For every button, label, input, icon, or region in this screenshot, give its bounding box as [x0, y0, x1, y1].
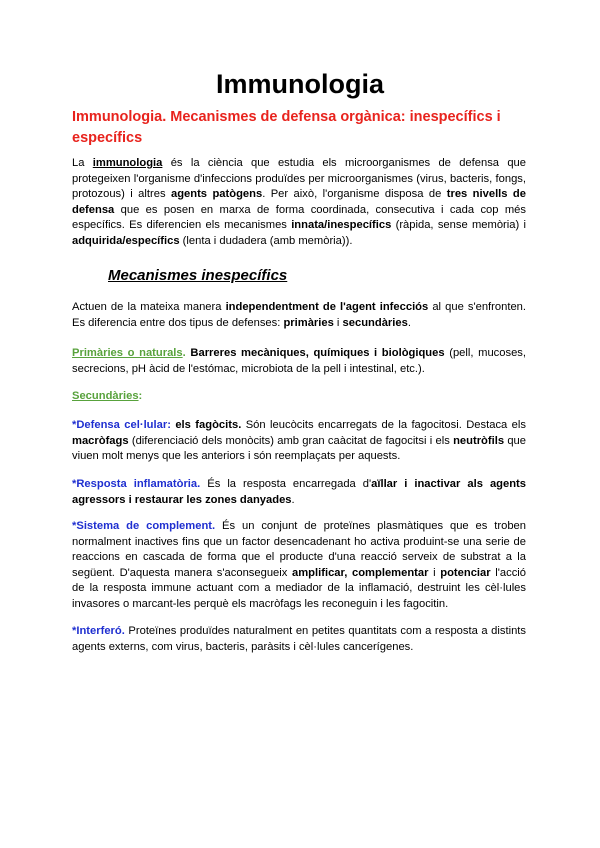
complement-text-1: És un conjunt de proteïnes plasmàtiques que es troben normalment inactives fins que un factor desencadenant ho activa produint-se una serie de reaccions en cascada de forma que el producte d'una reacció serveix de substrat a la següent. D'aquesta manera s'aconsegueix [72, 520, 526, 579]
intro-text-5: (ràpida, sense memòria) i [391, 219, 526, 232]
intro-text-2: és la ciència que estudia els microorganismes de defensa que protegeixen l'organisme d'infeccions produïdes per microorganismes (virus, bacteris, fongs, protozous) i altres [72, 157, 526, 201]
inflammatory-paragraph [72, 477, 526, 508]
intro-term-adquirida: adquirida/específics [72, 234, 180, 247]
complement-term-amplify: amplificar, complementar [292, 566, 429, 579]
primaries-text-1: (pell, mucoses, secrecions, pH àcid de l'estómac, microbiota de la pell i intestinal, etc.). [72, 347, 526, 375]
inflammatory-term-isolate: aïllar i inactivar als agents agressors i restaurar les zones danyades [72, 478, 526, 506]
inflammatory-text-2: . [291, 493, 295, 506]
cellular-text-3: que viuen molt menys que les anteriors i són reemplaçats per aquests. [72, 434, 526, 463]
intro-paragraph [72, 156, 526, 250]
cellular-text-2: (diferenciació dels monòcits) amb gran caàcitat de fagocitsi i els [128, 434, 454, 447]
primaries-dot: . [182, 347, 191, 359]
agents-text-3: i [333, 316, 343, 329]
secundaries-label: Secundàries [72, 390, 139, 402]
inflammatory-text-1: És la resposta encarregada d' [200, 478, 372, 490]
complement-paragraph [72, 519, 526, 613]
cellular-term-fagocits: els fagòcits. [170, 419, 242, 431]
intro-text-1: La [72, 157, 93, 169]
intro-term-innata: innata/inespecífics [291, 219, 392, 232]
intro-text-6: (lenta i dudadera (amb memòria)). [179, 234, 353, 247]
intro-text-3: . Per això, l'organisme disposa de [262, 188, 447, 201]
intro-term-agents: agents patògens [170, 188, 263, 201]
primaries-label: Primàries o naturals [72, 347, 183, 359]
document-subtitle: Immunologia. Mecanismes de defensa orgànica: inespecífics i específics [72, 109, 501, 146]
primaries-paragraph [72, 346, 526, 377]
intro-text-4: que es posen en marxa de forma coordinada, consecutiva i cada cop més específics. Es diferencien els mecanismes [72, 203, 526, 232]
complement-label: *Sistema de complement. [72, 520, 216, 532]
agents-term-secundaries: secundàries [342, 316, 408, 329]
cellular-label: *Defensa cel·lular: [72, 419, 171, 431]
cellular-term-macrofags: macròfags [72, 434, 129, 447]
cellular-term-neutrofils: neutròfils [453, 434, 505, 447]
cellular-paragraph [72, 418, 526, 465]
agents-term-independent: independentment de l'agent infecciós [225, 301, 429, 313]
complement-text-2: i [428, 566, 441, 579]
secundaries-colon: : [138, 390, 143, 402]
agents-term-primaries: primàries [283, 316, 334, 329]
primaries-term-barriers: Barreres mecàniques, químiques i biològiques [190, 347, 445, 359]
intro-term-levels: tres nivells de defensa [72, 188, 526, 216]
secundaries-paragraph [72, 389, 526, 405]
agents-text-4: . [407, 316, 411, 329]
inflammatory-label: *Resposta inflamatòria. [72, 478, 201, 490]
page-title: Immunologia [216, 69, 384, 99]
cellular-text-1: Són leucòcits encarregats de la fagocitosi. Destaca els [241, 419, 526, 431]
agents-text-2: al que s'enfronten. Es diferencia entre dos tipus de defenses: [72, 301, 526, 329]
section-heading: Mecanismes inespecífics [108, 267, 288, 284]
agents-text-1: Actuen de la mateixa manera [72, 301, 226, 313]
interferon-text-1: Proteïnes produïdes naturalment en petites quantitats com a resposta a distints agents externs, com virus, bacteris, paràsits i cèl·lules cancerígenes. [72, 625, 526, 653]
complement-text-3: l'acció de la resposta immune actuant com a mediador de la inflamació, destruint les cèl·lules invasores o marcant-les perquè els macròfags les reconeguin i les fagocitin. [72, 566, 527, 610]
agents-paragraph [72, 300, 526, 331]
intro-term-immunologia: immunologia [92, 157, 163, 169]
interferon-label: *Interferó. [72, 625, 125, 637]
interferon-paragraph [72, 624, 526, 655]
complement-term-potentiate: potenciar [440, 566, 491, 579]
